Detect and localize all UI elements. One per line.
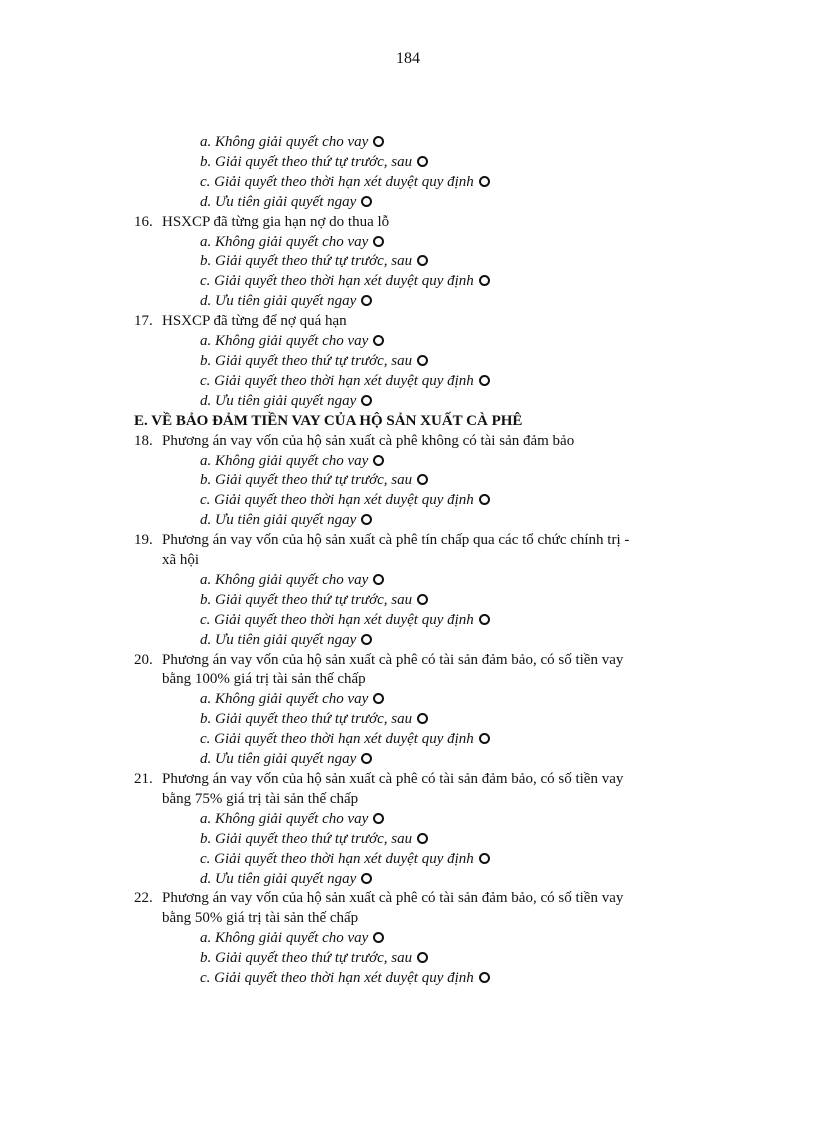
question-number: 20. [134,651,153,668]
question-number: 16. [134,213,153,230]
option-a [134,929,738,949]
option-b [134,252,738,272]
option-text: a. Không giải quyết cho vay [200,233,369,250]
radio-circle-icon[interactable] [479,733,490,744]
question-number: 22. [134,890,153,907]
option-a [134,452,738,472]
radio-circle-icon[interactable] [417,594,428,605]
radio-circle-icon[interactable] [417,952,428,963]
option-text: c. Giải quyết theo thời hạn xét duyệt quy định [200,273,474,290]
option-d [134,193,738,213]
option-b [134,949,738,969]
option-text: d. Ưu tiên giải quyết ngay [200,631,357,648]
question-number: 18. [134,432,153,449]
option-text: a. Không giải quyết cho vay [200,691,369,708]
option-text: b. Giải quyết theo thứ tự trước, sau [200,591,413,608]
radio-circle-icon[interactable] [479,972,490,983]
question-text: Phương án vay vốn của hộ sản xuất cà phê không có tài sản đảm bảo [162,432,575,449]
option-b [134,153,738,173]
option-c [134,850,738,870]
option-text: a. Không giải quyết cho vay [200,930,369,947]
option-text: a. Không giải quyết cho vay [200,810,369,827]
option-b [134,352,738,372]
radio-circle-icon[interactable] [373,813,384,824]
radio-circle-icon[interactable] [373,932,384,943]
radio-circle-icon[interactable] [417,474,428,485]
question-line: Phương án vay vốn của hộ sản xuất cà phê có tài sản đảm bảo, có số tiền vay [162,890,624,907]
question-line: xã hội [162,552,200,569]
radio-circle-icon[interactable] [373,335,384,346]
question-16 [134,213,738,233]
radio-circle-icon[interactable] [361,295,372,306]
option-text: a. Không giải quyết cho vay [200,333,369,350]
option-c [134,969,738,989]
radio-circle-icon[interactable] [361,873,372,884]
radio-circle-icon[interactable] [361,395,372,406]
option-text: c. Giải quyết theo thời hạn xét duyệt quy định [200,850,474,867]
radio-circle-icon[interactable] [361,514,372,525]
option-c [134,491,738,511]
radio-circle-icon[interactable] [479,275,490,286]
question-line: bằng 75% giá trị tài sản thế chấp [162,790,359,807]
question-line: Phương án vay vốn của hộ sản xuất cà phê có tài sản đảm bảo, có số tiền vay [162,771,624,787]
option-d [134,511,738,531]
radio-circle-icon[interactable] [361,634,372,645]
option-text: b. Giải quyết theo thứ tự trước, sau [200,950,413,967]
question-17 [134,312,738,332]
option-a [134,571,738,591]
radio-circle-icon[interactable] [479,375,490,386]
document-body [134,133,738,989]
question-line: Phương án vay vốn của hộ sản xuất cà phê có tài sản đảm bảo, có số tiền vay [162,651,624,668]
option-c [134,173,738,193]
radio-circle-icon[interactable] [373,236,384,247]
option-text: b. Giải quyết theo thứ tự trước, sau [200,830,413,847]
option-text: c. Giải quyết theo thời hạn xét duyệt quy định [200,970,474,987]
option-text: b. Giải quyết theo thứ tự trước, sau [200,253,413,270]
radio-circle-icon[interactable] [417,156,428,167]
question-text: HSXCP đã từng để nợ quá hạn [162,313,347,330]
radio-circle-icon[interactable] [417,713,428,724]
option-text: a. Không giải quyết cho vay [200,452,369,469]
option-text: c. Giải quyết theo thời hạn xét duyệt quy định [200,372,474,389]
question-line: bằng 100% giá trị tài sản thế chấp [162,671,366,688]
question-22 [134,889,738,929]
radio-circle-icon[interactable] [417,355,428,366]
option-text: c. Giải quyết theo thời hạn xét duyệt quy định [200,731,474,748]
option-text: b. Giải quyết theo thứ tự trước, sau [200,352,413,369]
option-d [134,292,738,312]
question-text [162,651,738,691]
option-c [134,272,738,292]
radio-circle-icon[interactable] [417,255,428,266]
radio-circle-icon[interactable] [373,136,384,147]
option-b [134,591,738,611]
question-number: 19. [134,532,153,549]
option-b [134,710,738,730]
question-18 [134,432,738,452]
option-text: c. Giải quyết theo thời hạn xét duyệt quy định [200,173,474,190]
option-d [134,392,738,412]
option-b [134,471,738,491]
radio-circle-icon[interactable] [479,853,490,864]
radio-circle-icon[interactable] [479,614,490,625]
question-19 [134,531,738,571]
option-c [134,372,738,392]
option-c [134,611,738,631]
question-20 [134,651,738,691]
radio-circle-icon[interactable] [361,196,372,207]
radio-circle-icon[interactable] [417,833,428,844]
option-a [134,690,738,710]
radio-circle-icon[interactable] [373,455,384,466]
option-a [134,133,738,153]
section-heading: E. VỀ BẢO ĐẢM TIỀN VAY CỦA HỘ SẢN XUẤT CÀ PHÊ [134,412,523,429]
question-text: HSXCP đã từng gia hạn nợ do thua lỗ [162,213,390,230]
option-text: b. Giải quyết theo thứ tự trước, sau [200,472,413,489]
option-text: a. Không giải quyết cho vay [200,134,369,150]
option-d [134,631,738,651]
option-d [134,870,738,890]
option-text: d. Ưu tiên giải quyết ngay [200,751,357,768]
option-a [134,332,738,352]
option-text: c. Giải quyết theo thời hạn xét duyệt quy định [200,611,474,628]
radio-circle-icon[interactable] [479,176,490,187]
option-text: d. Ưu tiên giải quyết ngay [200,392,357,409]
question-line: bằng 50% giá trị tài sản thế chấp [162,910,359,927]
option-text: c. Giải quyết theo thời hạn xét duyệt quy định [200,492,474,509]
question-line: Phương án vay vốn của hộ sản xuất cà phê tín chấp qua các tổ chức chính trị - [162,532,630,549]
question-21 [134,770,738,810]
option-text: d. Ưu tiên giải quyết ngay [200,512,357,529]
option-text: b. Giải quyết theo thứ tự trước, sau [200,153,413,170]
question-text [162,889,738,929]
option-a [134,810,738,830]
question-number: 21. [134,771,153,787]
option-c [134,730,738,750]
question-text [162,770,738,810]
option-a [134,233,738,253]
radio-circle-icon[interactable] [373,574,384,585]
option-d [134,750,738,770]
option-text: b. Giải quyết theo thứ tự trước, sau [200,711,413,728]
radio-circle-icon[interactable] [373,693,384,704]
option-text: d. Ưu tiên giải quyết ngay [200,293,357,310]
question-text [162,531,738,571]
option-text: d. Ưu tiên giải quyết ngay [200,193,357,210]
option-b [134,830,738,850]
option-text: a. Không giải quyết cho vay [200,571,369,588]
radio-circle-icon[interactable] [361,753,372,764]
radio-circle-icon[interactable] [479,494,490,505]
option-text: d. Ưu tiên giải quyết ngay [200,870,357,887]
question-number: 17. [134,313,153,330]
page-number: 184 [396,50,420,67]
